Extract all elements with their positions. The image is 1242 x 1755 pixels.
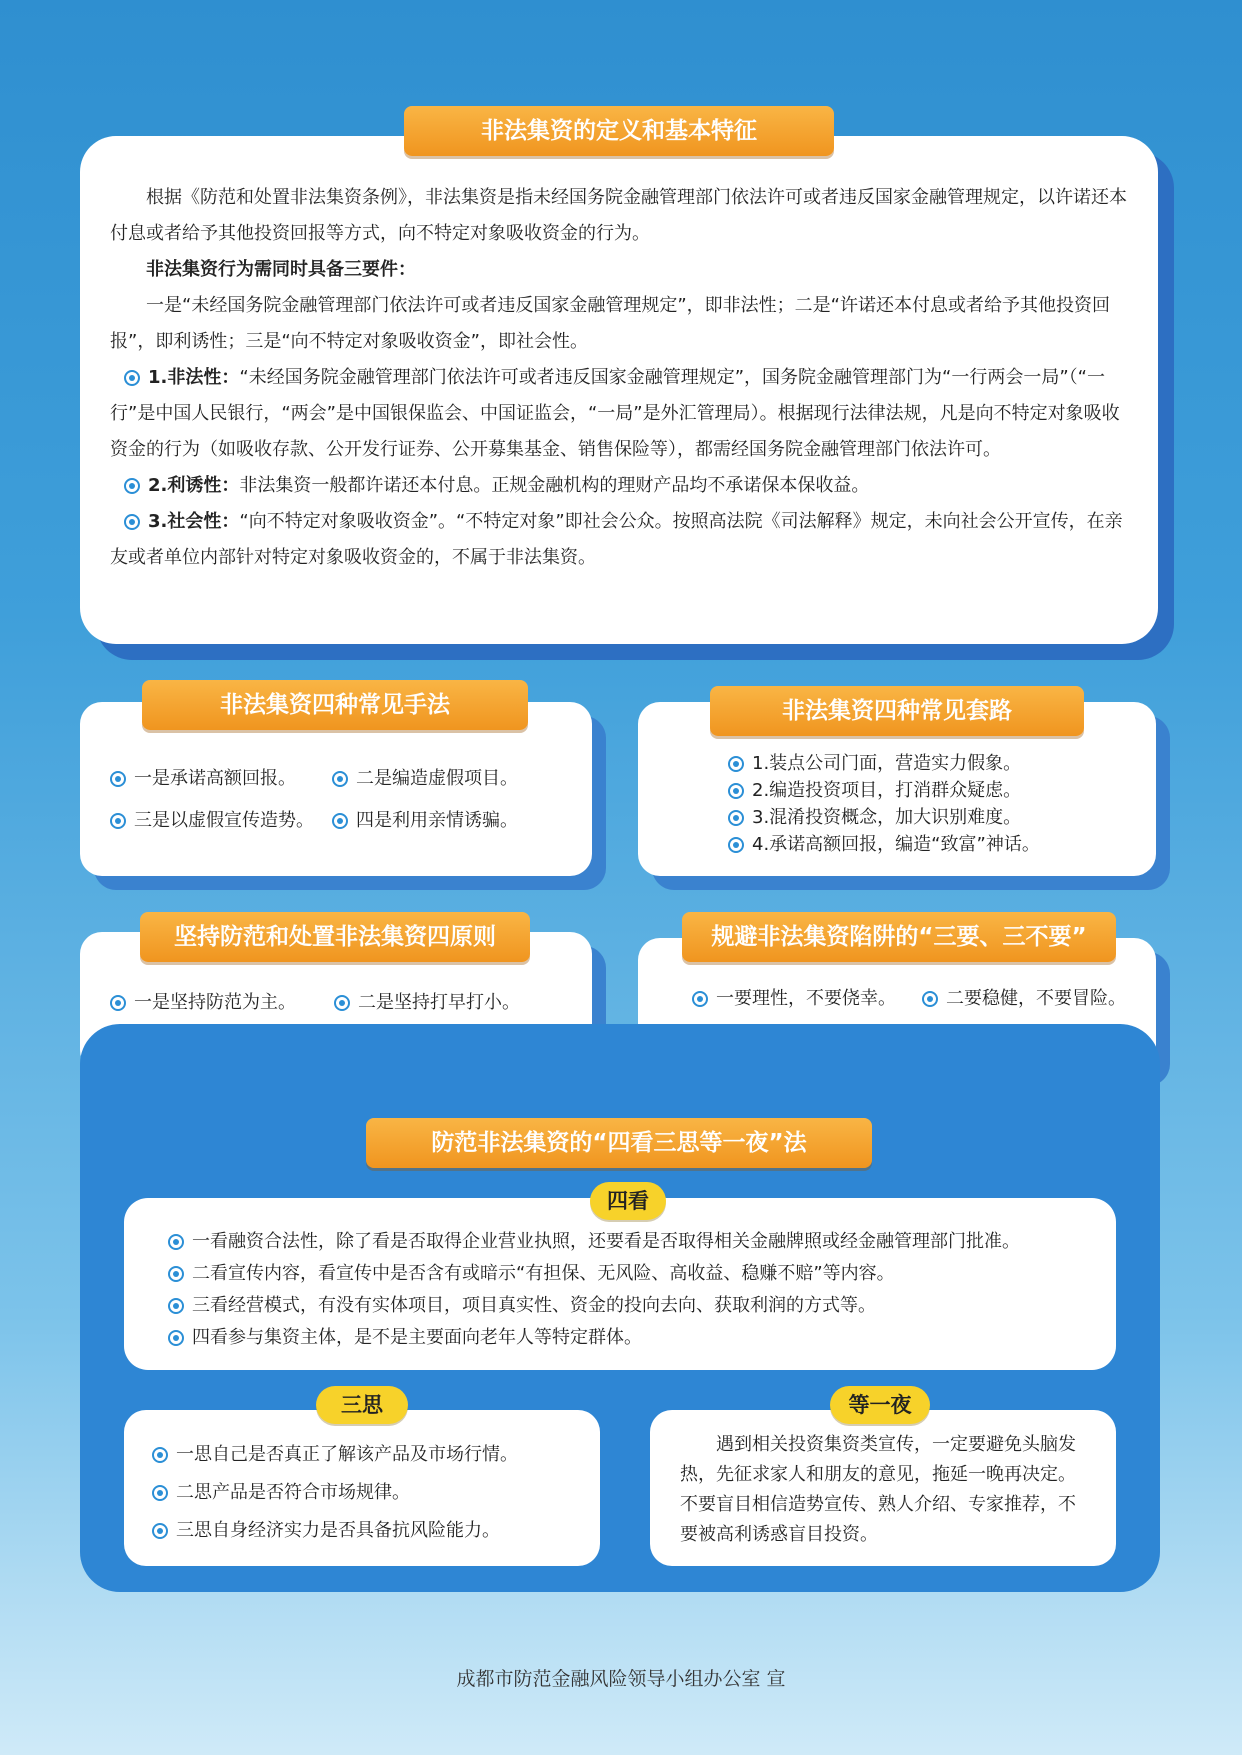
bullet-icon <box>728 837 744 853</box>
trick-item: 3.混淆投资概念，加大识别难度。 <box>728 804 1040 831</box>
method-item: 二是编造虚假项目。 <box>332 764 518 790</box>
principles-title: 坚持防范和处置非法集资四原则 <box>140 912 530 962</box>
feature-inducement: 2.利诱性：非法集资一般都许诺还本付息。正规金融机构的理财产品均不承诺保本保收益。 <box>110 468 1130 504</box>
bullet-icon <box>124 370 140 386</box>
three-elements-heading: 非法集资行为需同时具备三要件： <box>146 259 416 280</box>
bullet-icon <box>110 995 126 1011</box>
look-item: 二看宣传内容，看宣传中是否含有或暗示“有担保、无风险、高收益、稳赚不赔”等内容。 <box>168 1258 1020 1290</box>
look-item: 四看参与集资主体，是不是主要面向老年人等特定群体。 <box>168 1322 1020 1354</box>
trick-item: 2.编造投资项目，打消群众疑虑。 <box>728 777 1040 804</box>
bullet-icon <box>332 771 348 787</box>
bullet-icon <box>152 1447 168 1463</box>
bullet-icon <box>168 1266 184 1282</box>
trick-item: 1.装点公司门面，营造实力假象。 <box>728 750 1040 777</box>
principle-item: 二是坚持打早打小。 <box>334 988 520 1014</box>
bullet-icon <box>692 991 708 1007</box>
method-item: 一是承诺高额回报。 <box>110 764 296 790</box>
bullet-icon <box>922 991 938 1007</box>
definition-card <box>80 136 1158 644</box>
method-item: 四是利用亲情诱骗。 <box>332 806 518 832</box>
think-item: 二思产品是否符合市场规律。 <box>152 1474 518 1512</box>
methods-title: 非法集资四种常见手法 <box>142 680 528 730</box>
principle-item: 一是坚持防范为主。 <box>110 988 296 1014</box>
four-look-label: 四看 <box>590 1182 666 1220</box>
bullet-icon <box>110 771 126 787</box>
bullet-icon <box>124 478 140 494</box>
definition-title: 非法集资的定义和基本特征 <box>404 106 834 156</box>
think-item: 一思自己是否真正了解该产品及市场行情。 <box>152 1436 518 1474</box>
footer-credit: 成都市防范金融风险领导小组办公室 宣 <box>456 1668 786 1690</box>
bullet-icon <box>332 813 348 829</box>
three-think-label: 三思 <box>316 1386 408 1424</box>
bullet-icon <box>168 1298 184 1314</box>
bullet-icon <box>168 1234 184 1250</box>
bullet-icon <box>728 810 744 826</box>
three-think-card <box>124 1410 600 1566</box>
trick-item: 4.承诺高额回报，编造“致富”神话。 <box>728 831 1040 858</box>
tricks-title: 非法集资四种常见套路 <box>710 686 1084 736</box>
avoid-item: 二要稳健，不要冒险。 <box>922 984 1126 1010</box>
feature-sociality: 3.社会性：“向不特定对象吸收资金”。“不特定对象”即社会公众。按照高法院《司法解释》规定，未向社会公开宣传，在亲友或者单位内部针对特定对象吸收资金的，不属于非法集资。 <box>110 511 1123 568</box>
bullet-icon <box>728 756 744 772</box>
three-elements-paragraph: 一是“未经国务院金融管理部门依法许可或者违反国家金融管理规定”，即非法性；二是“许诺还本付息或者给予其他投资回报”，即利诱性；三是“向不特定对象吸收资金”，即社会性。 <box>110 295 1110 352</box>
avoid-item: 一要理性，不要侥幸。 <box>692 984 896 1010</box>
definition-paragraph: 根据《防范和处置非法集资条例》，非法集资是指未经国务院金融管理部门依法许可或者违反国家金融管理规定，以许诺还本付息或者给予其他投资回报等方式，向不特定对象吸收资金的行为。 <box>110 187 1127 244</box>
wait-night-label: 等一夜 <box>830 1386 930 1424</box>
bullet-icon <box>152 1523 168 1539</box>
bullet-icon <box>152 1485 168 1501</box>
bullet-icon <box>110 813 126 829</box>
bullet-icon <box>168 1330 184 1346</box>
bullet-icon <box>124 514 140 530</box>
wait-night-card <box>650 1410 1116 1566</box>
bullet-icon <box>728 783 744 799</box>
look-item: 一看融资合法性，除了看是否取得企业营业执照，还要看是否取得相关金融牌照或经金融管理部门批准。 <box>168 1226 1020 1258</box>
bullet-icon <box>334 995 350 1011</box>
four-look-card <box>124 1198 1116 1370</box>
look-item: 三看经营模式，有没有实体项目，项目真实性、资金的投向去向、获取利润的方式等。 <box>168 1290 1020 1322</box>
think-item: 三思自身经济实力是否具备抗风险能力。 <box>152 1512 518 1550</box>
avoid-title: 规避非法集资陷阱的“三要、三不要” <box>682 912 1116 962</box>
wait-night-text: 遇到相关投资集资类宣传，一定要避免头脑发热，先征求家人和朋友的意见，拖延一晚再决定。不要盲目相信造势宣传、熟人介绍、专家推荐，不要被高利诱惑盲目投资。 <box>680 1434 1076 1545</box>
feature-illegality: 1.非法性：“未经国务院金融管理部门依法许可或者违反国家金融管理规定”，国务院金融管理部门为“一行两会一局”（“一行”是中国人民银行，“两会”是中国银保监会、中国证监会，“一局”是外汇管理局）。根据现行法律法规，凡是向不特定对象吸收资金的行为（如吸收存款、公开发行证券、公开募集基金、销售保险等），都需经国务院金融管理部门依法许可。 <box>110 367 1120 460</box>
method-title: 防范非法集资的“四看三思等一夜”法 <box>366 1118 872 1168</box>
method-item: 三是以虚假宣传造势。 <box>110 806 314 832</box>
